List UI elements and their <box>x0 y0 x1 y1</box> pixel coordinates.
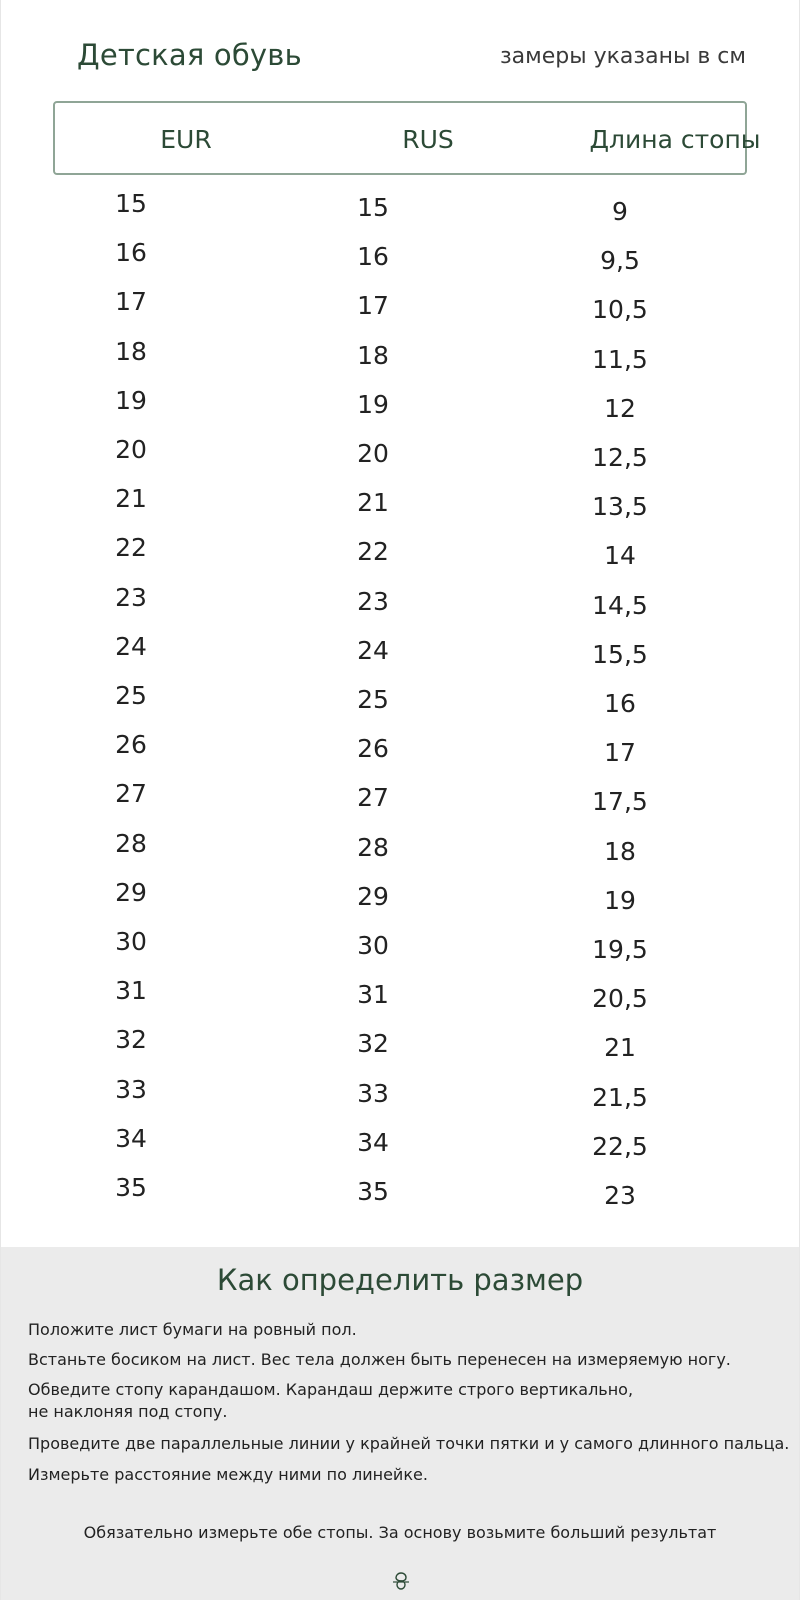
cell-rus: 20 <box>357 439 389 468</box>
column-header-foot-length: Длина стопы <box>589 125 761 154</box>
cell-rus: 25 <box>357 685 389 714</box>
cell-foot-length: 22,5 <box>592 1131 648 1161</box>
cell-foot-length: 12,5 <box>592 443 648 472</box>
cell-eur: 32 <box>115 1025 147 1055</box>
cell-foot-length: 17 <box>604 738 636 768</box>
cell-foot-length: 20,5 <box>592 984 648 1014</box>
table-row <box>0 730 800 770</box>
cell-foot-length: 10,5 <box>592 295 648 325</box>
column-header-rus: RUS <box>402 125 454 154</box>
table-row <box>0 779 800 819</box>
cell-eur: 21 <box>115 484 147 514</box>
table-row <box>0 386 800 426</box>
cell-rus: 34 <box>357 1127 389 1157</box>
table-row <box>0 1173 800 1213</box>
cell-rus: 24 <box>357 635 389 665</box>
cell-eur: 16 <box>115 238 147 268</box>
cell-rus: 30 <box>357 931 389 960</box>
cell-rus: 16 <box>357 242 389 272</box>
cell-eur: 18 <box>115 336 147 366</box>
cell-foot-length: 14,5 <box>592 590 648 620</box>
cell-foot-length: 13,5 <box>592 492 648 522</box>
measure-note: Обязательно измерьте обе стопы. За основу возьмите больший результат <box>83 1523 717 1542</box>
cell-foot-length: 16 <box>604 689 636 718</box>
cell-foot-length: 19 <box>604 885 636 915</box>
table-row <box>0 533 800 573</box>
cell-eur: 15 <box>115 189 147 218</box>
cell-eur: 19 <box>115 385 147 415</box>
cell-eur: 25 <box>115 681 147 710</box>
page-title: Детская обувь <box>77 38 302 72</box>
cell-rus: 18 <box>357 340 389 370</box>
table-row <box>0 829 800 869</box>
table-row <box>0 1025 800 1065</box>
cell-rus: 21 <box>357 488 389 518</box>
cell-eur: 27 <box>115 779 147 809</box>
table-row <box>0 337 800 377</box>
cell-eur: 30 <box>115 927 147 956</box>
cell-foot-length: 19,5 <box>592 935 648 964</box>
cell-foot-length: 23 <box>604 1181 636 1210</box>
cell-eur: 34 <box>115 1123 147 1153</box>
cell-eur: 29 <box>115 877 147 907</box>
cell-foot-length: 9 <box>612 197 628 226</box>
cell-eur: 31 <box>115 976 147 1006</box>
table-row <box>0 681 800 721</box>
step-3: Обведите стопу карандашом. Карандаш держите строго вертикально, не наклоняя под стопу. <box>28 1380 634 1421</box>
table-row <box>0 927 800 967</box>
table-row <box>0 878 800 918</box>
cell-foot-length: 17,5 <box>592 787 648 817</box>
cell-eur: 24 <box>115 631 147 661</box>
cell-eur: 28 <box>115 828 147 858</box>
brand-logo-icon <box>389 1570 413 1594</box>
cell-foot-length: 18 <box>604 836 636 866</box>
step-5: Измерьте расстояние между ними по линейке. <box>28 1465 428 1484</box>
cell-rus: 19 <box>357 389 389 419</box>
table-row <box>0 632 800 672</box>
step-1: Положите лист бумаги на ровный пол. <box>28 1320 357 1339</box>
cell-rus: 23 <box>357 586 389 616</box>
table-row <box>0 189 800 229</box>
cell-foot-length: 14 <box>604 541 636 571</box>
cell-eur: 33 <box>115 1074 147 1104</box>
cell-rus: 28 <box>357 832 389 862</box>
cell-rus: 33 <box>357 1078 389 1108</box>
step-2: Встаньте босиком на лист. Вес тела должен быть перенесен на измеряемую ногу. <box>28 1350 731 1369</box>
table-row <box>0 583 800 623</box>
cell-rus: 26 <box>357 734 389 764</box>
cell-foot-length: 9,5 <box>600 246 640 276</box>
cell-foot-length: 12 <box>604 393 636 423</box>
cell-rus: 32 <box>357 1029 389 1059</box>
cell-rus: 22 <box>357 537 389 567</box>
cell-foot-length: 21 <box>604 1033 636 1063</box>
cell-foot-length: 11,5 <box>592 344 648 374</box>
cell-foot-length: 21,5 <box>592 1082 648 1112</box>
column-header-eur: EUR <box>160 125 212 154</box>
units-note: замеры указаны в см <box>499 44 746 69</box>
cell-eur: 23 <box>115 582 147 612</box>
how-to-measure-panel <box>1 1247 799 1600</box>
cell-rus: 15 <box>357 193 389 222</box>
table-row <box>0 238 800 278</box>
table-row <box>0 435 800 475</box>
cell-rus: 27 <box>357 783 389 813</box>
cell-rus: 35 <box>357 1177 389 1206</box>
cell-eur: 17 <box>115 287 147 317</box>
cell-rus: 29 <box>357 881 389 911</box>
step-4: Проведите две параллельные линии у крайней точки пятки и у самого длинного пальца. <box>28 1434 790 1453</box>
table-header <box>53 101 761 175</box>
how-to-title: Как определить размер <box>216 1263 584 1297</box>
table-row <box>0 484 800 524</box>
table-row <box>0 976 800 1016</box>
table-row <box>0 287 800 327</box>
cell-eur: 26 <box>115 730 147 760</box>
cell-rus: 17 <box>357 291 389 321</box>
cell-eur: 35 <box>115 1173 147 1202</box>
cell-eur: 22 <box>115 533 147 563</box>
table-row <box>0 1075 800 1115</box>
cell-foot-length: 15,5 <box>592 639 648 669</box>
cell-rus: 31 <box>357 980 389 1010</box>
table-row <box>0 1124 800 1164</box>
cell-eur: 20 <box>115 435 147 464</box>
